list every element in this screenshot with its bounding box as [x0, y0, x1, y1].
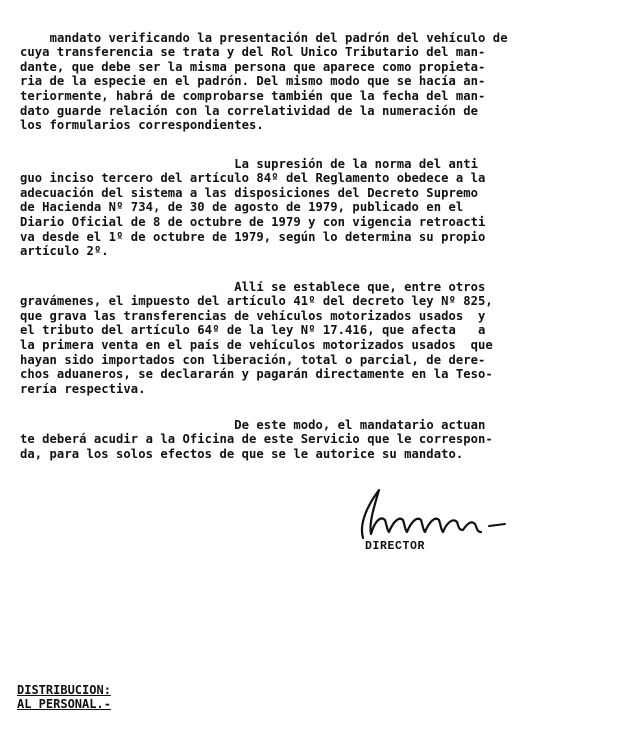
paragraph-3-line: Allí se establece que, entre otros [49, 279, 486, 294]
paragraph-4 [20, 403, 612, 476]
paragraph-3-line: que grava las transferencias de vehículos motorizados usados y [20, 308, 486, 323]
paragraph-2 [20, 142, 612, 273]
paragraph-2-line: La supresión de la norma del anti [49, 156, 479, 171]
paragraph-4-line: da, para los solos efectos de que se le autorice su mandato. [20, 446, 464, 461]
distribution-recipient: AL PERSONAL.- [17, 697, 111, 711]
paragraph-3-line: rería respectiva. [20, 381, 146, 396]
paragraph-2-line: guo inciso tercero del artículo 84º del Reglamento obedece a la [20, 171, 486, 186]
paragraph-4-line: te deberá acudir a la Oficina de este Servicio que le correspon- [20, 432, 493, 447]
paragraph-1-line: dato guarde relación con la correlatividad de la numeración de [20, 103, 479, 118]
signatory-title: DIRECTOR [365, 540, 426, 553]
paragraph-2-line: va desde el 1º de octubre de 1979, según lo determina su propio [20, 229, 486, 244]
paragraph-2-line: Diario Oficial de 8 de octubre de 1979 y con vigencia retroacti [20, 214, 486, 229]
paragraph-3-line: hayan sido importados con liberación, total o parcial, de dere- [20, 352, 486, 367]
paragraph-3-line: gravámenes, el impuesto del artículo 41º del decreto ley Nº 825, [20, 294, 493, 309]
paragraph-1-line: mandato verificando la presentación del padrón del vehículo de [49, 30, 508, 45]
signature-mark [345, 480, 515, 542]
paragraph-4-line: De este modo, el mandatario actuan [49, 417, 486, 432]
paragraph-3-line: chos aduaneros, se declararán y pagarán directamente en la Teso- [20, 367, 493, 382]
paragraph-2-line: de Hacienda Nº 734, de 30 de agosto de 1979, publicado en el [20, 200, 464, 215]
paragraph-2-line: artículo 2º. [20, 244, 109, 259]
paragraph-1-line: cuya transferencia se trata y del Rol Unico Tributario del man- [20, 45, 486, 60]
paragraph-3-line: la primera venta en el país de vehículos motorizados usados que [20, 337, 493, 352]
paragraph-1-line: dante, que debe ser la misma persona que aparece como propieta- [20, 59, 486, 74]
paragraph-2-line: adecuación del sistema a las disposiciones del Decreto Supremo [20, 185, 479, 200]
paragraph-3-line: el tributo del artículo 64º de la ley Nº 17.416, que afecta a [20, 323, 486, 338]
distribution-heading: DISTRIBUCION: [17, 683, 111, 697]
paragraph-1-line: los formularios correspondientes. [20, 118, 264, 133]
paragraph-1 [20, 16, 612, 147]
paragraph-1-line: ria de la especie en el padrón. Del mismo modo que se hacía an- [20, 74, 486, 89]
paragraph-1-line: teriormente, habrá de comprobarse también que la fecha del man- [20, 88, 486, 103]
paragraph-3 [20, 265, 612, 411]
distribution-block [17, 683, 111, 711]
